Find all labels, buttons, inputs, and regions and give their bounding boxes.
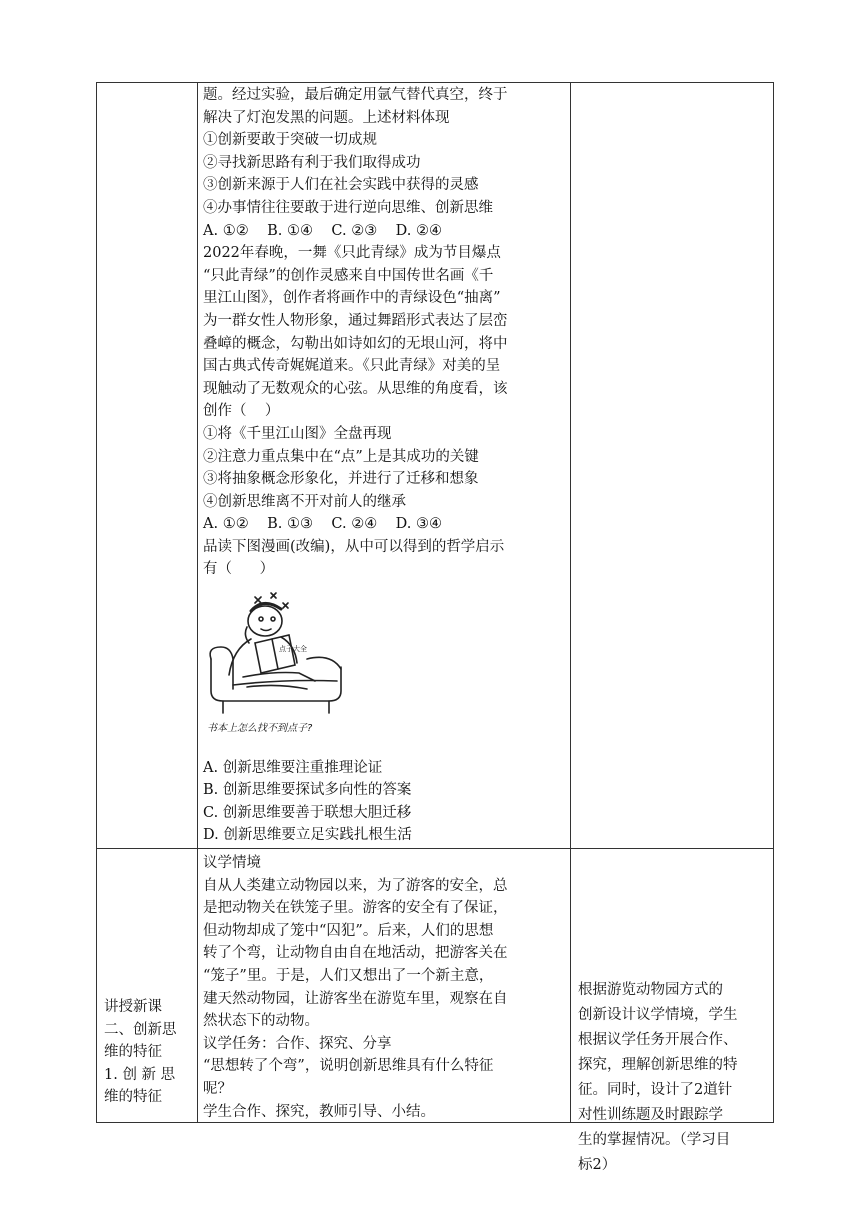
task-heading: 议学任务：合作、探究、分享 <box>203 1035 392 1052</box>
section-heading-cell <box>104 996 196 1109</box>
answer-choices: A. ①② B. ①④ C. ②③ D. ②④ <box>203 222 442 239</box>
answer-choices: A. ①② B. ①③ C. ②④ D. ③④ <box>203 516 442 533</box>
text-line: 是把动物关在铁笼子里。游客的安全有了保证， <box>203 900 508 917</box>
book-cover-label: 点子大全 <box>279 645 307 654</box>
row-divider <box>96 848 774 849</box>
cartoon-illustration <box>203 589 353 739</box>
option-line: ②寻找新思路有利于我们取得成功 <box>203 154 421 171</box>
text-line: 叠嶂的概念，勾勒出如诗如幻的无垠山河，将中 <box>203 335 508 352</box>
section-heading-line: 讲授新课 <box>104 999 162 1015</box>
cartoon-caption: 书本上怎么找不到点子? <box>207 723 313 735</box>
text-line: “只此青绿”的创作灵感来自中国传世名画《千 <box>203 267 494 284</box>
option-line: ①将《千里江山图》全盘再现 <box>203 425 392 442</box>
text-line: 呢？ <box>203 1080 232 1097</box>
column-divider-2 <box>570 82 571 1123</box>
option-d: D. 创新思维要立足实践扎根生活 <box>203 827 412 844</box>
text-line: 生的掌握情况。（学习目 <box>578 1132 731 1148</box>
text-line: 有（ ） <box>203 561 275 578</box>
row1-content-cell <box>203 84 563 847</box>
text-line: 转了个弯，让动物自由自在地活动，把游客关在 <box>203 945 508 962</box>
text-line: 标2） <box>578 1157 617 1173</box>
text-line: 题。经过实验，最后确定用氩气替代真空，终于 <box>203 87 508 103</box>
text-line: 自从人类建立动物园以来，为了游客的安全，总 <box>203 877 508 894</box>
text-line: 根据游览动物园方式的 <box>578 982 723 998</box>
text-line: 国古典式传奇娓娓道来。《只此青绿》对美的呈 <box>203 358 501 375</box>
text-line: 2022年春晚，一舞《只此青绿》成为节目爆点 <box>203 245 501 262</box>
section-heading-line: 二、创新思 <box>104 1021 177 1038</box>
text-line: “思想转了个弯”，说明创新思维具有什么特征 <box>203 1058 494 1075</box>
row2-content-cell <box>203 852 563 1123</box>
table-border-right <box>773 82 774 1123</box>
text-line: 品读下图漫画(改编)，从中可以得到的哲学启示 <box>203 538 505 555</box>
option-line: ③创新来源于人们在社会实践中获得的灵感 <box>203 177 479 194</box>
design-intent-cell <box>578 978 768 1178</box>
option-a: A. 创新思维要注重推理论证 <box>203 759 383 776</box>
text-line: 学生合作、探究，教师引导、小结。 <box>203 1103 435 1120</box>
option-b: B. 创新思维要探试多向性的答案 <box>203 782 412 799</box>
option-line: ③将抽象概念形象化，并进行了迁移和想象 <box>203 471 479 488</box>
option-line: ①创新要敢于突破一切成规 <box>203 132 377 149</box>
text-line: 探究，理解创新思维的特 <box>578 1057 738 1073</box>
text-line: 征。同时，设计了2道针 <box>578 1082 733 1098</box>
text-line: 现触动了无数观众的心弦。从思维的角度看，该 <box>203 380 508 397</box>
section-heading-line: 维的特征 <box>104 1044 162 1061</box>
option-line: ④创新思维离不开对前人的继承 <box>203 493 406 510</box>
text-line: 为一群女性人物形象，通过舞蹈形式表达了层峦 <box>203 312 508 329</box>
text-line: 创作（ ） <box>203 403 280 420</box>
text-line: 里江山图》，创作者将画作中的青绿设色“抽离” <box>203 290 501 307</box>
lesson-plan-table <box>96 82 774 1173</box>
text-line: 对性训练题及时跟踪学 <box>578 1107 723 1123</box>
text-line: 建天然动物园，让游客坐在游览车里，观察在自 <box>203 990 508 1007</box>
table-border-left <box>96 82 97 1123</box>
text-line: 创新设计议学情境，学生 <box>578 1007 738 1023</box>
text-line: 解决了灯泡发黑的问题。上述材料体现 <box>203 109 450 126</box>
option-line: ④办事情往往要敢于进行逆向思维、创新思维 <box>203 199 493 216</box>
text-line: 但动物却成了笼中“囚犯”。后来，人们的思想 <box>203 922 494 939</box>
table-border-top <box>96 82 774 83</box>
scenario-heading: 议学情境 <box>203 855 261 871</box>
text-line: 根据议学任务开展合作、 <box>578 1032 738 1048</box>
section-heading-line: 维的特征 <box>104 1089 162 1106</box>
text-line: 然状态下的动物。 <box>203 1013 319 1030</box>
section-heading-line: 1. 创 新 思 <box>104 1066 176 1083</box>
option-c: C. 创新思维要善于联想大胆迁移 <box>203 804 412 821</box>
text-line: “笼子”里。于是，人们又想出了一个新主意， <box>203 967 494 984</box>
option-line: ②注意力重点集中在“点”上是其成功的关键 <box>203 448 479 465</box>
column-divider-1 <box>197 82 198 1123</box>
